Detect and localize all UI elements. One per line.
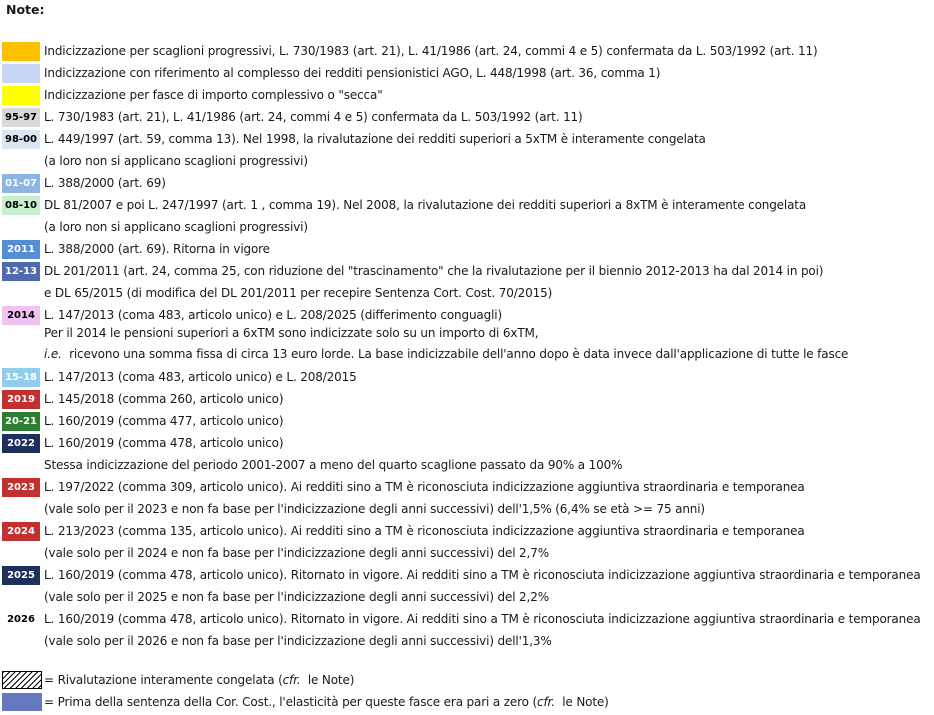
notes-title: Note: (6, 2, 45, 17)
badge-01-07: 01-07 (2, 174, 40, 193)
note-row (2, 84, 383, 106)
note-continuation (44, 343, 848, 365)
badge-95-97: 95-97 (2, 108, 40, 127)
note-text: L. 730/1983 (art. 21), L. 41/1986 (art. 24, commi 4 e 5) confermata da L. 503/1992 (art. 11) (44, 110, 583, 124)
note-continuation: Stessa indicizzazione del periodo 2001-2007 a meno del quarto scaglione passato da 90% a 100% (44, 458, 623, 472)
blue-swatch (2, 693, 42, 711)
badge-12-13: 12-13 (2, 262, 40, 281)
note-row (2, 260, 823, 282)
badge-2026: 2026 (2, 610, 40, 629)
badge-98-00: 98-00 (2, 130, 40, 149)
badge-2011: 2011 (2, 240, 40, 259)
note-text: L. 449/1997 (art. 59, comma 13). Nel 1998, la rivalutazione dei redditi superiori a 5xTM è interamente congelata (44, 132, 706, 146)
note-text: L. 147/2013 (coma 483, articolo unico) e L. 208/2025 (differimento conguagli) (44, 308, 502, 322)
badge-2022: 2022 (2, 434, 40, 453)
legend-text: = Rivalutazione interamente congelata (cfr. le Note) (44, 673, 355, 687)
swatch-yellow (2, 86, 40, 105)
note-text: L. 213/2023 (comma 135, articolo unico). Ai redditi sino a TM è riconosciuta indicizzazione aggiuntiva straordinaria e temporanea (44, 524, 805, 538)
note-text: L. 197/2022 (comma 309, articolo unico). Ai redditi sino a TM è riconosciuta indicizzazione aggiuntiva straordinaria e temporanea (44, 480, 805, 494)
note-text: Indicizzazione per scaglioni progressivi, L. 730/1983 (art. 21), L. 41/1986 (art. 24, commi 4 e 5) confermata da L. 503/1992 (art. 11) (44, 44, 818, 58)
hatch-swatch (2, 671, 42, 689)
legend-row-hatch (2, 669, 354, 691)
note-text: L. 160/2019 (comma 478, articolo unico). Ritornato in vigore. Ai redditi sino a TM è riconosciuta indicizzazione aggiuntiva straordinaria e temporanea (44, 612, 921, 626)
note-continuation: (vale solo per il 2023 e non fa base per l'indicizzazione degli anni successivi) dell'1,5% (6,4% se età >= 75 anni) (44, 502, 705, 516)
note-row (2, 476, 805, 498)
note-row (2, 564, 921, 586)
badge-2025: 2025 (2, 566, 40, 585)
note-continuation: e DL 65/2015 (di modifica del DL 201/2011 per recepire Sentenza Cort. Cost. 70/2015) (44, 286, 553, 300)
badge-20-21: 20-21 (2, 412, 40, 431)
note-row (2, 172, 166, 194)
note-row (2, 194, 806, 216)
note-row (2, 366, 357, 388)
legend-text: = Prima della sentenza della Cor. Cost., l'elasticità per queste fasce era pari a zero (cfr. le Note) (44, 695, 609, 709)
note-row (2, 40, 818, 62)
note-row (2, 62, 660, 84)
note-text: DL 81/2007 e poi L. 247/1997 (art. 1 , comma 19). Nel 2008, la rivalutazione dei redditi superiori a 8xTM è interamente congelata (44, 198, 807, 212)
note-text: L. 388/2000 (art. 69). Ritorna in vigore (44, 242, 270, 256)
swatch-orange (2, 42, 40, 61)
note-row (2, 520, 805, 542)
ie-abbrev: i.e. (44, 347, 62, 361)
note-text: L. 147/2013 (coma 483, articolo unico) e L. 208/2015 (44, 370, 357, 384)
note-text: L. 160/2019 (comma 477, articolo unico) (44, 414, 284, 428)
note-row (2, 388, 283, 410)
badge-2023: 2023 (2, 478, 40, 497)
note-row (2, 410, 283, 432)
note-text: Indicizzazione con riferimento al complesso dei redditi pensionistici AGO, L. 448/1998 (art. 36, comma 1) (44, 66, 661, 80)
legend-row-blue (2, 691, 609, 713)
note-text: L. 388/2000 (art. 69) (44, 176, 166, 190)
note-text: L. 145/2018 (comma 260, articolo unico) (44, 392, 284, 406)
swatch-lightblue (2, 64, 40, 83)
note-text: L. 160/2019 (comma 478, articolo unico). Ritornato in vigore. Ai redditi sino a TM è riconosciuta indicizzazione aggiuntiva straordinaria e temporanea (44, 568, 921, 582)
note-continuation: (a loro non si applicano scaglioni progressivi) (44, 220, 308, 234)
note-text: L. 160/2019 (comma 478, articolo unico) (44, 436, 284, 450)
badge-2019: 2019 (2, 390, 40, 409)
note-row (2, 238, 270, 260)
badge-2014: 2014 (2, 306, 40, 325)
note-text: DL 201/2011 (art. 24, comma 25, con riduzione del "trascinamento" che la rivalutazione per il biennio 2012-2013 ha dal 2014 in poi) (44, 264, 824, 278)
note-continuation: (a loro non si applicano scaglioni progressivi) (44, 154, 308, 168)
note-text: Indicizzazione per fasce di importo complessivo o "secca" (44, 88, 383, 102)
badge-08-10: 08-10 (2, 196, 40, 215)
note-row (2, 106, 583, 128)
note-continuation: (vale solo per il 2025 e non fa base per l'indicizzazione degli anni successivi) del 2,2% (44, 590, 549, 604)
note-row (2, 128, 706, 150)
note-continuation: Per il 2014 le pensioni superiori a 6xTM sono indicizzate solo su un importo di 6xTM, (44, 326, 539, 340)
note-continuation: (vale solo per il 2026 e non fa base per l'indicizzazione degli anni successivi) dell'1,3% (44, 634, 552, 648)
note-continuation-text: ricevono una somma fissa di circa 13 euro lorde. La base indicizzabile dell'anno dopo è data invece dall'applicazione di tutte le fasce (61, 347, 849, 361)
badge-2024: 2024 (2, 522, 40, 541)
badge-15-18: 15-18 (2, 368, 40, 387)
note-row (2, 608, 921, 630)
note-continuation: (vale solo per il 2024 e non fa base per l'indicizzazione degli anni successivi) del 2,7% (44, 546, 549, 560)
note-row (2, 432, 283, 454)
